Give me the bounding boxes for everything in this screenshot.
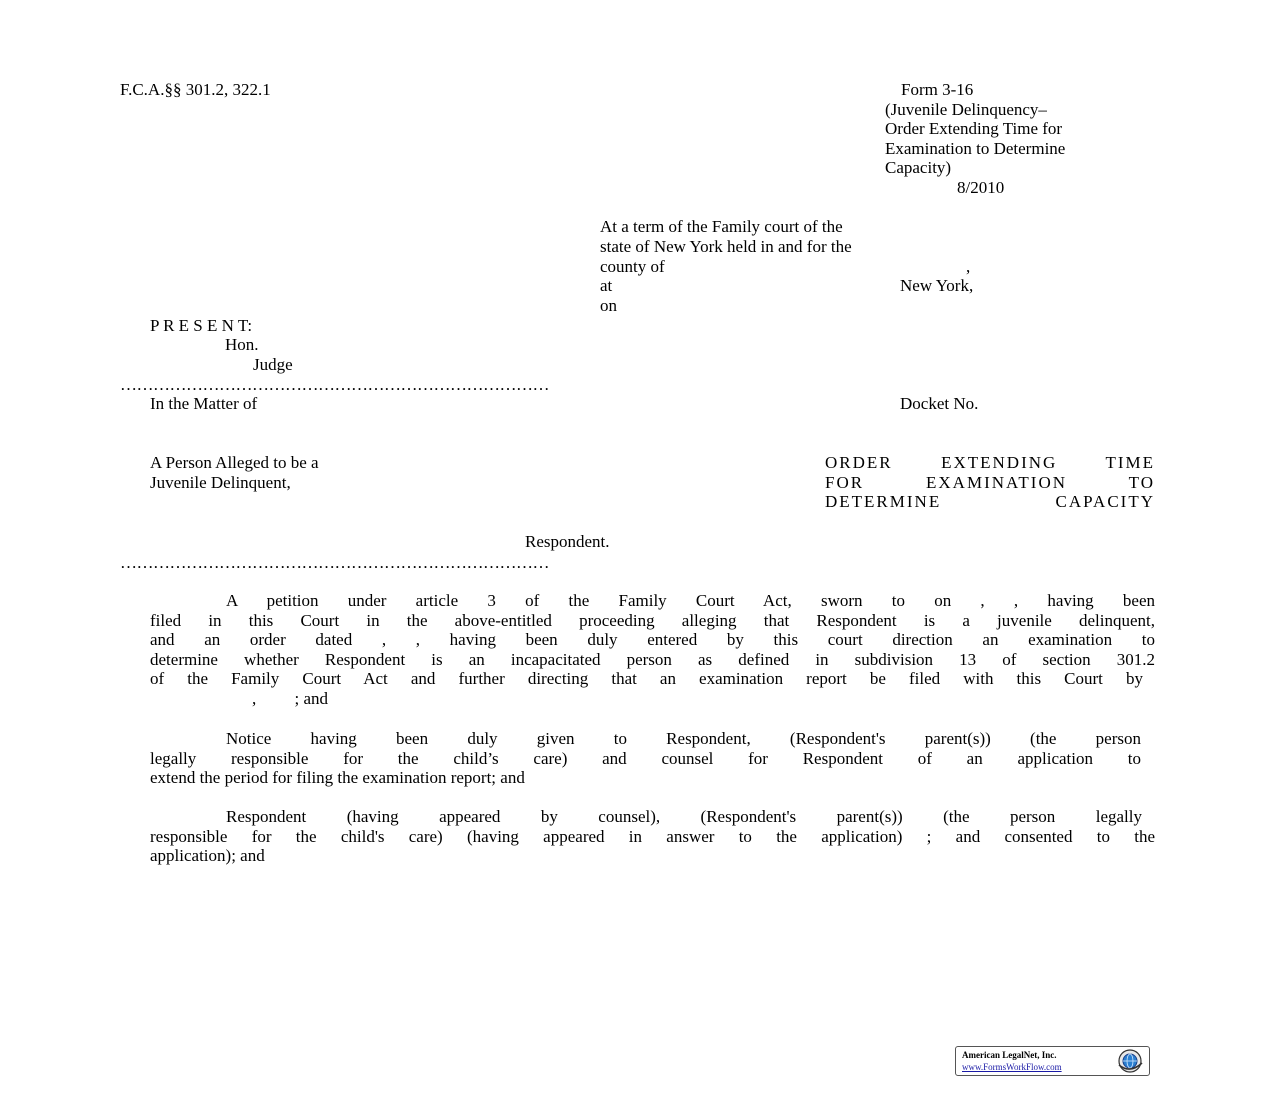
court-term-county: county of — [600, 257, 665, 276]
paragraph-line: legally responsible for the child’s care) and counsel for Respondent of an application to — [150, 748, 1141, 768]
present-label: P R E S E N T: — [150, 316, 253, 335]
paragraph-line: determine whether Respondent is an incapacitated person as defined in subdivision 13 of section 301.2 — [150, 649, 1155, 669]
paragraph-line: Respondent (having appeared by counsel), (Respondent's parent(s)) (the person legally — [226, 807, 1142, 826]
statute-reference: F.C.A.§§ 301.2, 322.1 — [120, 80, 271, 99]
judge-label: Judge — [253, 355, 293, 374]
court-term-at: at — [600, 276, 613, 295]
order-title-line: ORDER EXTENDING TIME — [825, 453, 1155, 472]
person-alleged-line: Juvenile Delinquent, — [150, 473, 291, 492]
court-term-state: New York, — [900, 276, 974, 295]
american-legalnet-logo[interactable] — [955, 1046, 1150, 1076]
dotted-separator: …………………………………………………………………… — [120, 556, 549, 570]
form-date: 8/2010 — [957, 177, 1005, 197]
paragraph-line: extend the period for filing the examination report; and — [150, 768, 525, 788]
notice-paragraph — [150, 729, 1141, 788]
globe-icon — [1114, 1048, 1146, 1074]
petition-paragraph — [150, 591, 1155, 709]
form-description-line: Order Extending Time for — [885, 119, 1063, 139]
form-number: Form 3-16 — [901, 80, 974, 99]
paragraph-line: , ; and — [150, 688, 329, 708]
court-term-on: on — [600, 296, 617, 315]
order-title-line: FOR EXAMINATION TO — [825, 472, 1155, 492]
hon-label: Hon. — [225, 335, 259, 354]
order-title-line: DETERMINE CAPACITY — [825, 492, 1155, 512]
paragraph-line: of the Family Court Act and further directing that an examination report be filed with this Court by — [150, 669, 1143, 689]
person-alleged-line: A Person Alleged to be a — [150, 453, 319, 472]
court-term-line: At a term of the Family court of the — [600, 217, 843, 236]
paragraph-line: A petition under article 3 of the Family Court Act, sworn to on , , having been — [226, 591, 1155, 610]
appearance-paragraph — [150, 807, 1155, 866]
logo-url-link[interactable]: www.FormsWorkFlow.com — [962, 1062, 1062, 1072]
paragraph-line: responsible for the child's care) (having appeared in answer to the application) ; and consented to the — [150, 826, 1155, 846]
form-description-line: Capacity) — [885, 158, 952, 178]
paragraph-line: and an order dated , , having been duly entered by this court direction an examination to — [150, 630, 1155, 650]
order-title — [825, 453, 1155, 512]
paragraph-line: application); and — [150, 846, 265, 866]
docket-label: Docket No. — [900, 394, 979, 413]
court-term-line: state of New York held in and for the — [600, 237, 852, 256]
form-description-line: Examination to Determine — [885, 138, 1066, 158]
county-comma: , — [966, 257, 971, 276]
matter-label: In the Matter of — [150, 394, 258, 413]
dotted-separator: …………………………………………………………………… — [120, 378, 549, 392]
paragraph-line: filed in this Court in the above-entitled proceeding alleging that Respondent is a juvenile delinquent, — [150, 610, 1155, 630]
paragraph-line: Notice having been duly given to Respondent, (Respondent's parent(s)) (the person — [226, 729, 1141, 748]
logo-company-name: American LegalNet, Inc. — [962, 1050, 1057, 1060]
form-description-line: (Juvenile Delinquency– — [885, 99, 1047, 119]
form-info — [885, 80, 1065, 198]
respondent-label: Respondent. — [525, 532, 610, 551]
